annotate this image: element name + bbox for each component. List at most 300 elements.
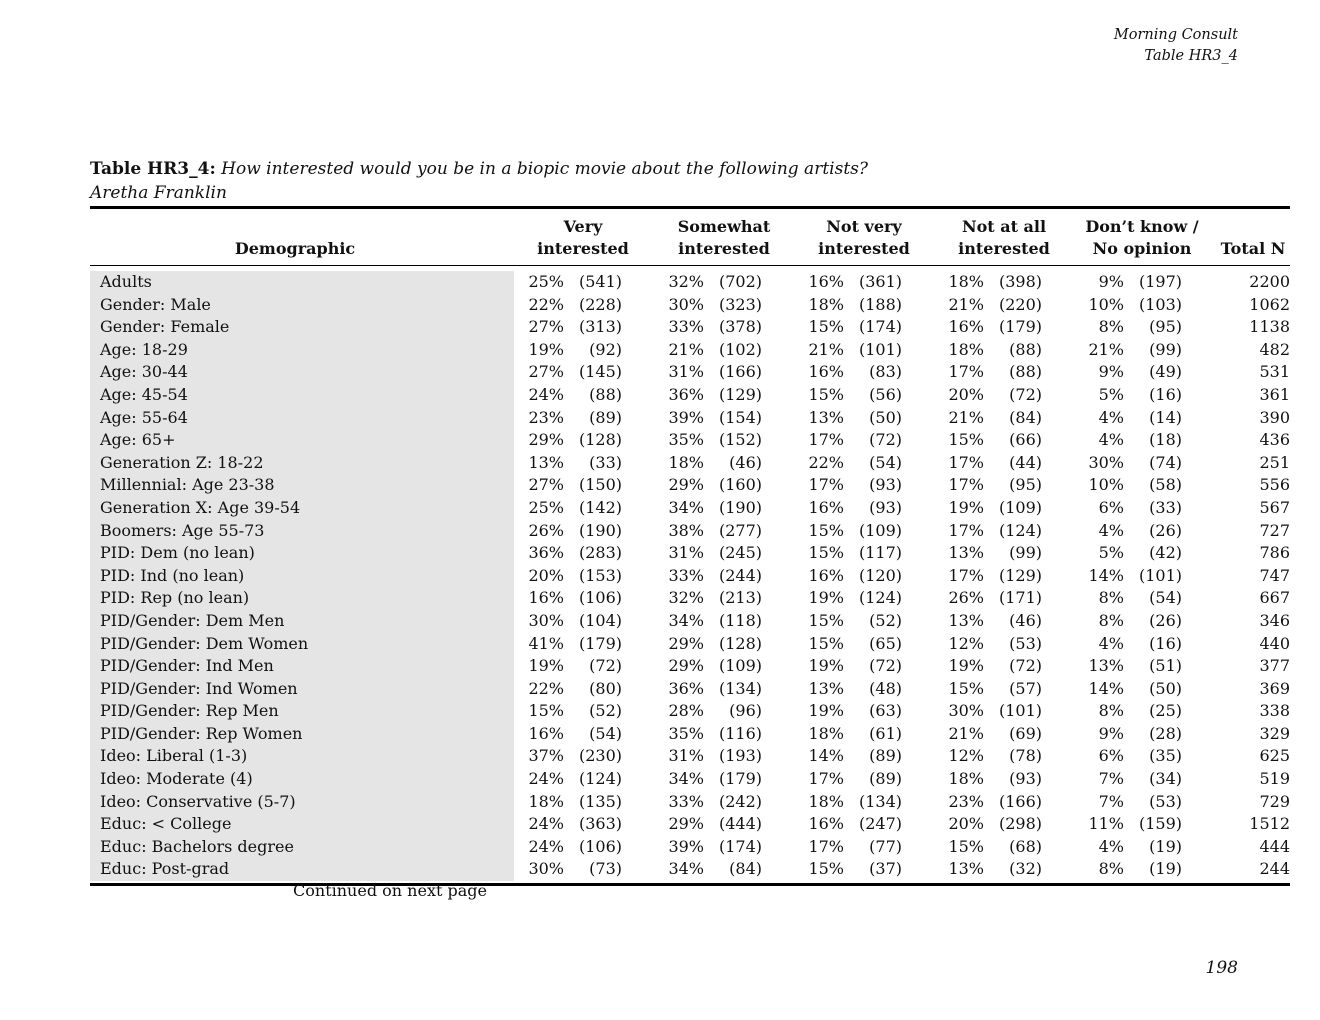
cell-percent: 15% bbox=[528, 701, 564, 721]
cell-count: (35) bbox=[1149, 746, 1182, 766]
cell-percent: 15% bbox=[808, 859, 844, 879]
cell-count: (213) bbox=[718, 588, 762, 608]
cell-count: (109) bbox=[858, 520, 902, 540]
cell-count: (19) bbox=[1149, 859, 1182, 879]
cell-count: (242) bbox=[718, 791, 762, 811]
cell-percent: 29% bbox=[528, 430, 564, 450]
cell-percent: 21% bbox=[668, 339, 704, 359]
row-label: Boomers: Age 55-73 bbox=[90, 520, 514, 543]
cell-count: (109) bbox=[718, 656, 762, 676]
col-total-n: Total N bbox=[1220, 239, 1286, 258]
running-header bbox=[1114, 25, 1238, 67]
cell-total-n: 2200 bbox=[1249, 272, 1290, 291]
cell-count: (118) bbox=[718, 610, 762, 630]
cell-percent: 14% bbox=[1088, 565, 1124, 585]
col-dont-know: Don’t know / No opinion bbox=[1085, 217, 1199, 258]
data-table bbox=[90, 271, 1290, 881]
cell-count: (19) bbox=[1149, 836, 1182, 856]
cell-percent: 18% bbox=[808, 723, 844, 743]
row-label: Generation X: Age 39-54 bbox=[90, 497, 514, 520]
cell-percent: 23% bbox=[528, 407, 564, 427]
table-row bbox=[90, 723, 1290, 746]
cell-percent: 21% bbox=[1088, 339, 1124, 359]
cell-count: (101) bbox=[858, 339, 902, 359]
cell-total-n: 440 bbox=[1259, 633, 1290, 653]
cell-count: (135) bbox=[578, 791, 622, 811]
row-label: Educ: Post-grad bbox=[90, 858, 514, 881]
cell-percent: 37% bbox=[528, 746, 564, 766]
cell-percent: 29% bbox=[668, 475, 704, 495]
row-label: PID/Gender: Ind Women bbox=[90, 678, 514, 701]
cell-percent: 33% bbox=[668, 565, 704, 585]
col-not-at-all-interested: Not at all interested bbox=[958, 217, 1050, 258]
cell-total-n: 436 bbox=[1259, 430, 1290, 450]
table-row bbox=[90, 587, 1290, 610]
cell-count: (42) bbox=[1149, 543, 1182, 563]
cell-percent: 31% bbox=[668, 746, 704, 766]
cell-count: (49) bbox=[1149, 362, 1182, 382]
cell-count: (69) bbox=[1009, 723, 1042, 743]
table-id: Table HR3_4 bbox=[1144, 48, 1238, 64]
cell-percent: 27% bbox=[528, 362, 564, 382]
cell-count: (116) bbox=[718, 723, 762, 743]
cell-count: (159) bbox=[1138, 814, 1182, 834]
cell-percent: 16% bbox=[808, 497, 844, 517]
cell-percent: 30% bbox=[948, 701, 984, 721]
row-label: Educ: < College bbox=[90, 813, 514, 836]
table-row bbox=[90, 497, 1290, 520]
cell-percent: 29% bbox=[668, 633, 704, 653]
cell-percent: 16% bbox=[528, 588, 564, 608]
cell-count: (171) bbox=[998, 588, 1042, 608]
cell-percent: 21% bbox=[808, 339, 844, 359]
cell-count: (101) bbox=[998, 701, 1042, 721]
cell-percent: 9% bbox=[1098, 723, 1124, 743]
cell-count: (74) bbox=[1149, 452, 1182, 472]
cell-percent: 8% bbox=[1098, 317, 1124, 337]
cell-count: (37) bbox=[869, 859, 902, 879]
cell-count: (58) bbox=[1149, 475, 1182, 495]
cell-percent: 18% bbox=[948, 339, 984, 359]
cell-percent: 5% bbox=[1098, 543, 1124, 563]
cell-count: (77) bbox=[869, 836, 902, 856]
table-row bbox=[90, 678, 1290, 701]
cell-count: (129) bbox=[998, 565, 1042, 585]
cell-total-n: 369 bbox=[1259, 678, 1290, 698]
cell-percent: 10% bbox=[1088, 294, 1124, 314]
cell-percent: 31% bbox=[668, 543, 704, 563]
cell-count: (89) bbox=[869, 769, 902, 789]
cell-percent: 16% bbox=[948, 317, 984, 337]
cell-percent: 4% bbox=[1098, 407, 1124, 427]
cell-percent: 16% bbox=[528, 723, 564, 743]
cell-count: (128) bbox=[578, 430, 622, 450]
cell-percent: 17% bbox=[808, 836, 844, 856]
cell-count: (72) bbox=[869, 430, 902, 450]
cell-total-n: 727 bbox=[1259, 520, 1290, 540]
cell-count: (117) bbox=[858, 543, 902, 563]
cell-count: (92) bbox=[589, 339, 622, 359]
cell-count: (46) bbox=[1009, 610, 1042, 630]
cell-count: (106) bbox=[578, 588, 622, 608]
cell-count: (95) bbox=[1149, 317, 1182, 337]
cell-percent: 10% bbox=[1088, 475, 1124, 495]
cell-count: (145) bbox=[578, 362, 622, 382]
cell-percent: 7% bbox=[1098, 791, 1124, 811]
cell-count: (50) bbox=[869, 407, 902, 427]
row-label: Age: 45-54 bbox=[90, 384, 514, 407]
row-label: PID: Ind (no lean) bbox=[90, 565, 514, 588]
cell-count: (73) bbox=[589, 859, 622, 879]
cell-count: (26) bbox=[1149, 610, 1182, 630]
cell-count: (444) bbox=[718, 814, 762, 834]
cell-percent: 23% bbox=[948, 791, 984, 811]
cell-total-n: 747 bbox=[1259, 565, 1290, 585]
cell-percent: 26% bbox=[528, 520, 564, 540]
title-subject: Aretha Franklin bbox=[90, 183, 227, 203]
cell-percent: 26% bbox=[948, 588, 984, 608]
cell-percent: 15% bbox=[808, 384, 844, 404]
cell-count: (54) bbox=[1149, 588, 1182, 608]
row-label: Age: 18-29 bbox=[90, 339, 514, 362]
cell-percent: 13% bbox=[808, 407, 844, 427]
row-label: Adults bbox=[90, 271, 514, 294]
cell-percent: 30% bbox=[528, 859, 564, 879]
cell-total-n: 482 bbox=[1259, 339, 1290, 359]
cell-count: (541) bbox=[578, 272, 622, 291]
cell-total-n: 251 bbox=[1259, 452, 1290, 472]
cell-percent: 4% bbox=[1098, 430, 1124, 450]
cell-count: (179) bbox=[998, 317, 1042, 337]
cell-percent: 35% bbox=[668, 430, 704, 450]
cell-count: (124) bbox=[858, 588, 902, 608]
cell-count: (53) bbox=[1149, 791, 1182, 811]
cell-count: (120) bbox=[858, 565, 902, 585]
cell-percent: 30% bbox=[528, 610, 564, 630]
row-label: Age: 65+ bbox=[90, 429, 514, 452]
cell-count: (89) bbox=[589, 407, 622, 427]
cell-percent: 16% bbox=[808, 814, 844, 834]
row-label: Millennial: Age 23-38 bbox=[90, 474, 514, 497]
cell-percent: 15% bbox=[808, 633, 844, 653]
cell-percent: 35% bbox=[668, 723, 704, 743]
cell-count: (63) bbox=[869, 701, 902, 721]
cell-percent: 13% bbox=[528, 452, 564, 472]
cell-percent: 8% bbox=[1098, 588, 1124, 608]
cell-total-n: 625 bbox=[1259, 746, 1290, 766]
cell-count: (129) bbox=[718, 384, 762, 404]
table-row bbox=[90, 474, 1290, 497]
cell-percent: 16% bbox=[808, 272, 844, 291]
cell-total-n: 519 bbox=[1259, 769, 1290, 789]
cell-total-n: 667 bbox=[1259, 588, 1290, 608]
col-very-interested: Very interested bbox=[537, 217, 629, 258]
cell-count: (101) bbox=[1138, 565, 1182, 585]
cell-count: (66) bbox=[1009, 430, 1042, 450]
row-label: Ideo: Conservative (5-7) bbox=[90, 791, 514, 814]
cell-count: (88) bbox=[589, 384, 622, 404]
continued-note: Continued on next page bbox=[293, 881, 487, 900]
cell-count: (61) bbox=[869, 723, 902, 743]
cell-percent: 34% bbox=[668, 610, 704, 630]
cell-count: (52) bbox=[869, 610, 902, 630]
cell-count: (160) bbox=[718, 475, 762, 495]
table-body bbox=[90, 271, 1290, 881]
cell-count: (84) bbox=[1009, 407, 1042, 427]
cell-count: (109) bbox=[998, 497, 1042, 517]
cell-percent: 34% bbox=[668, 497, 704, 517]
cell-percent: 20% bbox=[948, 384, 984, 404]
cell-percent: 36% bbox=[668, 384, 704, 404]
cell-count: (102) bbox=[718, 339, 762, 359]
cell-percent: 29% bbox=[668, 656, 704, 676]
cell-count: (16) bbox=[1149, 633, 1182, 653]
table-row bbox=[90, 745, 1290, 768]
cell-count: (174) bbox=[858, 317, 902, 337]
row-label: Gender: Female bbox=[90, 316, 514, 339]
cell-percent: 6% bbox=[1098, 746, 1124, 766]
table-row bbox=[90, 813, 1290, 836]
cell-percent: 11% bbox=[1088, 814, 1124, 834]
cell-percent: 24% bbox=[528, 836, 564, 856]
cell-percent: 32% bbox=[668, 588, 704, 608]
cell-percent: 9% bbox=[1098, 362, 1124, 382]
cell-percent: 24% bbox=[528, 769, 564, 789]
title-label: Table HR3_4: bbox=[90, 159, 216, 179]
cell-count: (33) bbox=[589, 452, 622, 472]
title-question: How interested would you be in a biopic movie about the following artists? bbox=[221, 159, 868, 179]
org-name: Morning Consult bbox=[1113, 27, 1238, 43]
crosstab-table bbox=[90, 206, 1290, 886]
cell-count: (93) bbox=[869, 497, 902, 517]
cell-count: (103) bbox=[1138, 294, 1182, 314]
cell-count: (363) bbox=[578, 814, 622, 834]
cell-total-n: 729 bbox=[1259, 791, 1290, 811]
cell-percent: 17% bbox=[948, 520, 984, 540]
cell-percent: 15% bbox=[948, 430, 984, 450]
cell-count: (65) bbox=[869, 633, 902, 653]
row-label: Gender: Male bbox=[90, 294, 514, 317]
table-row bbox=[90, 768, 1290, 791]
cell-percent: 14% bbox=[808, 746, 844, 766]
cell-percent: 31% bbox=[668, 362, 704, 382]
cell-total-n: 390 bbox=[1259, 407, 1290, 427]
table-row bbox=[90, 407, 1290, 430]
cell-percent: 7% bbox=[1098, 769, 1124, 789]
cell-count: (72) bbox=[869, 656, 902, 676]
cell-count: (88) bbox=[1009, 362, 1042, 382]
cell-count: (220) bbox=[998, 294, 1042, 314]
cell-count: (230) bbox=[578, 746, 622, 766]
cell-percent: 33% bbox=[668, 317, 704, 337]
cell-percent: 29% bbox=[668, 814, 704, 834]
table-row bbox=[90, 565, 1290, 588]
cell-percent: 18% bbox=[668, 452, 704, 472]
cell-count: (80) bbox=[589, 678, 622, 698]
row-label: Generation Z: 18-22 bbox=[90, 452, 514, 475]
cell-percent: 16% bbox=[808, 565, 844, 585]
cell-count: (78) bbox=[1009, 746, 1042, 766]
cell-count: (93) bbox=[1009, 769, 1042, 789]
cell-total-n: 531 bbox=[1259, 362, 1290, 382]
cell-total-n: 556 bbox=[1259, 475, 1290, 495]
cell-percent: 12% bbox=[948, 633, 984, 653]
cell-percent: 17% bbox=[948, 452, 984, 472]
cell-count: (197) bbox=[1138, 272, 1182, 291]
cell-percent: 36% bbox=[528, 543, 564, 563]
row-label: Ideo: Moderate (4) bbox=[90, 768, 514, 791]
cell-total-n: 1062 bbox=[1249, 294, 1290, 314]
cell-count: (174) bbox=[718, 836, 762, 856]
cell-count: (16) bbox=[1149, 384, 1182, 404]
cell-count: (104) bbox=[578, 610, 622, 630]
cell-percent: 22% bbox=[808, 452, 844, 472]
cell-count: (152) bbox=[718, 430, 762, 450]
cell-count: (128) bbox=[718, 633, 762, 653]
cell-total-n: 329 bbox=[1259, 723, 1290, 743]
column-headers bbox=[90, 209, 1290, 265]
table-row bbox=[90, 542, 1290, 565]
cell-percent: 27% bbox=[528, 475, 564, 495]
cell-percent: 19% bbox=[528, 339, 564, 359]
cell-percent: 22% bbox=[528, 678, 564, 698]
cell-count: (50) bbox=[1149, 678, 1182, 698]
cell-count: (68) bbox=[1009, 836, 1042, 856]
cell-percent: 28% bbox=[668, 701, 704, 721]
cell-percent: 15% bbox=[808, 610, 844, 630]
cell-percent: 15% bbox=[808, 543, 844, 563]
cell-percent: 22% bbox=[528, 294, 564, 314]
cell-percent: 21% bbox=[948, 294, 984, 314]
cell-count: (32) bbox=[1009, 859, 1042, 879]
cell-percent: 27% bbox=[528, 317, 564, 337]
cell-percent: 17% bbox=[948, 362, 984, 382]
cell-total-n: 1512 bbox=[1249, 814, 1290, 834]
cell-count: (26) bbox=[1149, 520, 1182, 540]
cell-count: (54) bbox=[869, 452, 902, 472]
row-label: Ideo: Liberal (1-3) bbox=[90, 745, 514, 768]
cell-total-n: 1138 bbox=[1249, 317, 1290, 337]
cell-percent: 19% bbox=[528, 656, 564, 676]
cell-count: (124) bbox=[998, 520, 1042, 540]
cell-count: (190) bbox=[578, 520, 622, 540]
cell-count: (33) bbox=[1149, 497, 1182, 517]
cell-percent: 15% bbox=[948, 678, 984, 698]
page-number: 198 bbox=[1205, 958, 1238, 978]
table-row bbox=[90, 655, 1290, 678]
cell-percent: 16% bbox=[808, 362, 844, 382]
cell-percent: 17% bbox=[948, 565, 984, 585]
cell-count: (95) bbox=[1009, 475, 1042, 495]
cell-count: (18) bbox=[1149, 430, 1182, 450]
cell-percent: 24% bbox=[528, 384, 564, 404]
cell-percent: 18% bbox=[948, 272, 984, 291]
cell-count: (247) bbox=[858, 814, 902, 834]
cell-count: (228) bbox=[578, 294, 622, 314]
table-row bbox=[90, 700, 1290, 723]
cell-count: (51) bbox=[1149, 656, 1182, 676]
cell-total-n: 567 bbox=[1259, 497, 1290, 517]
cell-count: (193) bbox=[718, 746, 762, 766]
cell-percent: 13% bbox=[1088, 656, 1124, 676]
cell-percent: 34% bbox=[668, 859, 704, 879]
cell-percent: 19% bbox=[808, 588, 844, 608]
cell-percent: 30% bbox=[1088, 452, 1124, 472]
cell-count: (84) bbox=[729, 859, 762, 879]
cell-percent: 39% bbox=[668, 407, 704, 427]
cell-percent: 17% bbox=[808, 769, 844, 789]
cell-count: (398) bbox=[998, 272, 1042, 291]
cell-percent: 41% bbox=[528, 633, 564, 653]
cell-count: (89) bbox=[869, 746, 902, 766]
table-row bbox=[90, 271, 1290, 294]
cell-percent: 20% bbox=[948, 814, 984, 834]
cell-percent: 13% bbox=[808, 678, 844, 698]
cell-percent: 36% bbox=[668, 678, 704, 698]
cell-percent: 12% bbox=[948, 746, 984, 766]
cell-count: (244) bbox=[718, 565, 762, 585]
cell-percent: 25% bbox=[528, 497, 564, 517]
cell-count: (166) bbox=[998, 791, 1042, 811]
cell-count: (153) bbox=[578, 565, 622, 585]
cell-percent: 19% bbox=[948, 656, 984, 676]
cell-percent: 39% bbox=[668, 836, 704, 856]
table-row bbox=[90, 610, 1290, 633]
col-demographic: Demographic bbox=[234, 239, 356, 258]
cell-count: (93) bbox=[869, 475, 902, 495]
cell-percent: 21% bbox=[948, 723, 984, 743]
table-row bbox=[90, 294, 1290, 317]
cell-percent: 13% bbox=[948, 859, 984, 879]
cell-count: (190) bbox=[718, 497, 762, 517]
cell-total-n: 786 bbox=[1259, 543, 1290, 563]
cell-percent: 38% bbox=[668, 520, 704, 540]
cell-percent: 18% bbox=[528, 791, 564, 811]
cell-percent: 14% bbox=[1088, 678, 1124, 698]
cell-count: (142) bbox=[578, 497, 622, 517]
cell-count: (179) bbox=[578, 633, 622, 653]
table-row bbox=[90, 361, 1290, 384]
cell-count: (283) bbox=[578, 543, 622, 563]
table-row bbox=[90, 836, 1290, 859]
cell-percent: 32% bbox=[668, 272, 704, 291]
row-label: PID/Gender: Dem Men bbox=[90, 610, 514, 633]
cell-count: (72) bbox=[589, 656, 622, 676]
table-row bbox=[90, 520, 1290, 543]
cell-count: (88) bbox=[1009, 339, 1042, 359]
cell-percent: 19% bbox=[808, 656, 844, 676]
cell-count: (154) bbox=[718, 407, 762, 427]
row-label: PID/Gender: Rep Men bbox=[90, 700, 514, 723]
cell-count: (99) bbox=[1149, 339, 1182, 359]
cell-count: (72) bbox=[1009, 656, 1042, 676]
cell-count: (134) bbox=[718, 678, 762, 698]
cell-count: (134) bbox=[858, 791, 902, 811]
table-row bbox=[90, 858, 1290, 881]
cell-count: (48) bbox=[869, 678, 902, 698]
cell-count: (44) bbox=[1009, 452, 1042, 472]
cell-percent: 34% bbox=[668, 769, 704, 789]
cell-count: (150) bbox=[578, 475, 622, 495]
cell-percent: 18% bbox=[948, 769, 984, 789]
cell-count: (298) bbox=[998, 814, 1042, 834]
cell-percent: 8% bbox=[1098, 859, 1124, 879]
cell-percent: 17% bbox=[808, 430, 844, 450]
cell-percent: 20% bbox=[528, 565, 564, 585]
row-label: Educ: Bachelors degree bbox=[90, 836, 514, 859]
row-label: Age: 30-44 bbox=[90, 361, 514, 384]
cell-percent: 15% bbox=[948, 836, 984, 856]
